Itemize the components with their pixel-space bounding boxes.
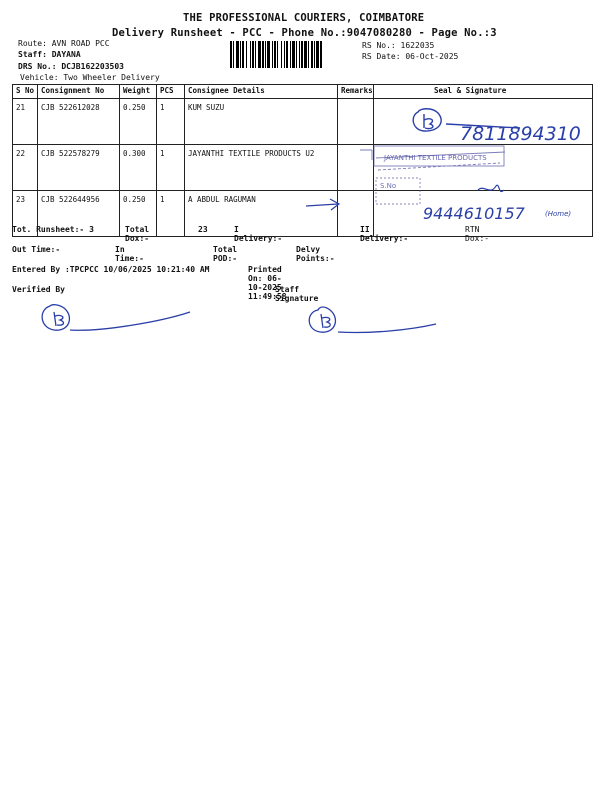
row23-phone-note: (Home) bbox=[545, 210, 572, 218]
tot-runsheet-value: 3 bbox=[89, 225, 94, 234]
cell-weight: 0.250 bbox=[120, 191, 157, 237]
drs-value: DCJB162203503 bbox=[61, 62, 124, 71]
cell-consignment: CJB 522612028 bbox=[38, 99, 120, 145]
row23-stamp-text: S.No bbox=[380, 182, 397, 190]
cell-remarks bbox=[338, 145, 374, 191]
verified-by-label: Verified By bbox=[12, 285, 65, 294]
table-row bbox=[13, 145, 593, 191]
staff-signature-mark bbox=[309, 307, 436, 333]
cell-pcs: 1 bbox=[157, 99, 185, 145]
vehicle-label: Vehicle: bbox=[20, 73, 59, 82]
cell-seal-signature bbox=[374, 99, 593, 145]
runsheet-subtitle: Delivery Runsheet - PCC - Phone No.:9047080280 - Page No.:3 bbox=[112, 27, 497, 39]
delvy-points-label: Delvy Points:- bbox=[296, 245, 335, 263]
cell-weight: 0.300 bbox=[120, 145, 157, 191]
staff-signature-label: Staff Signature bbox=[275, 285, 319, 303]
barcode-image bbox=[230, 41, 358, 68]
rs-no-label: RS No.: bbox=[362, 41, 396, 50]
runsheet-table bbox=[12, 84, 593, 237]
row23-phone: 9444610157 bbox=[423, 204, 525, 223]
cell-pcs: 1 bbox=[157, 145, 185, 191]
table-header-row bbox=[13, 85, 593, 99]
times-row bbox=[12, 245, 335, 263]
entered-by-text: Entered By :TPCPCC 10/06/2025 10:21:40 AM bbox=[12, 265, 210, 274]
rs-date-line bbox=[362, 52, 458, 61]
rs-no-value: 1622035 bbox=[400, 41, 435, 50]
staff-value: DAYANA bbox=[51, 50, 81, 59]
cell-sno: 23 bbox=[13, 191, 38, 237]
tot-runsheet-label: Tot. Runsheet:- bbox=[12, 225, 85, 234]
i-delivery-label: I Delivery:- bbox=[234, 225, 283, 243]
cell-consignee: A ABDUL RAGUMAN bbox=[185, 191, 338, 237]
cell-pcs: 1 bbox=[157, 191, 185, 237]
staff-label: Staff: bbox=[18, 50, 47, 59]
cell-seal-signature bbox=[374, 145, 593, 191]
cell-remarks bbox=[338, 99, 374, 145]
total-dox-value: 23 bbox=[198, 225, 208, 234]
rs-no-line bbox=[362, 41, 434, 50]
cell-weight: 0.250 bbox=[120, 99, 157, 145]
drs-label: DRS No.: bbox=[18, 62, 57, 71]
drs-line bbox=[18, 62, 124, 71]
vehicle-line bbox=[20, 73, 160, 82]
cell-consignment: CJB 522644956 bbox=[38, 191, 120, 237]
cell-consignment: CJB 522578279 bbox=[38, 145, 120, 191]
col-remarks: Remarks bbox=[338, 85, 374, 99]
out-time-label: Out Time:- bbox=[12, 245, 61, 254]
route-label: Route: bbox=[18, 39, 47, 48]
rtn-dox-label: RTN Dox:- bbox=[465, 225, 490, 243]
cell-consignee: KUM SUZU bbox=[185, 99, 338, 145]
route-line bbox=[18, 39, 110, 48]
col-weight: Weight bbox=[120, 85, 157, 99]
ii-delivery-label: II Delivery:- bbox=[360, 225, 409, 243]
col-consignee: Consignee Details bbox=[185, 85, 338, 99]
vehicle-value: Two Wheeler Delivery bbox=[63, 73, 160, 82]
cell-sno: 22 bbox=[13, 145, 38, 191]
verified-by-signature bbox=[42, 305, 190, 331]
company-title: THE PROFESSIONAL COURIERS, COIMBATORE bbox=[183, 12, 425, 24]
rs-date-label: RS Date: bbox=[362, 52, 401, 61]
row22-stamp-text: JAYANTHI TEXTILE PRODUCTS bbox=[384, 154, 487, 162]
col-pcs: PCS bbox=[157, 85, 185, 99]
rs-date-value: 06-Oct-2025 bbox=[405, 52, 459, 61]
cell-sno: 21 bbox=[13, 99, 38, 145]
in-time-label: In Time:- bbox=[115, 245, 144, 263]
total-pod-label: Total POD:- bbox=[213, 245, 238, 263]
col-consignment: Consignment No bbox=[38, 85, 120, 99]
table-row bbox=[13, 191, 593, 237]
verify-row bbox=[12, 285, 319, 303]
printed-on-text: Printed On: 06-10-2025 11:49:58 bbox=[248, 265, 287, 301]
col-sno: S No bbox=[13, 85, 38, 99]
staff-line bbox=[18, 50, 81, 59]
cell-consignee: JAYANTHI TEXTILE PRODUCTS U2 bbox=[185, 145, 338, 191]
total-dox-label: Total Dox:- bbox=[125, 225, 150, 243]
totals-row bbox=[12, 225, 490, 243]
col-seal-signature: Seal & Signature bbox=[374, 85, 593, 99]
table-row bbox=[13, 99, 593, 145]
route-value: AVN ROAD PCC bbox=[51, 39, 110, 48]
row21-phone: 7811894310 bbox=[460, 123, 581, 145]
